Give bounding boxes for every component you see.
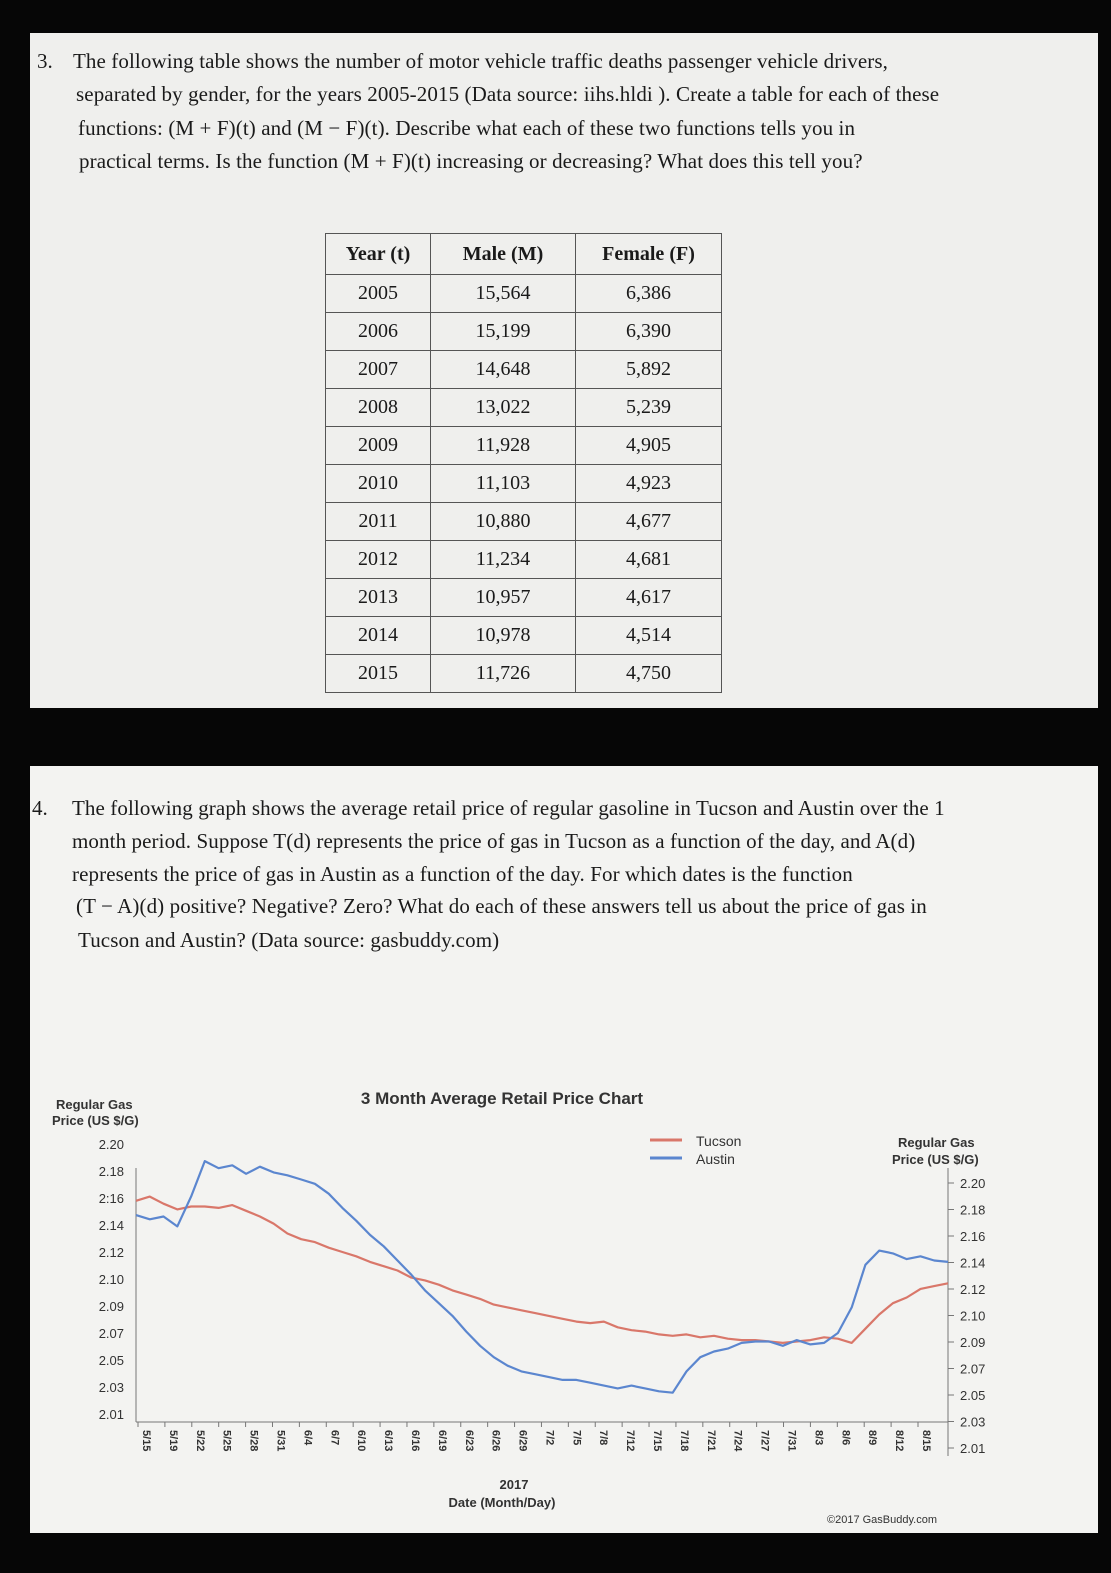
x-tick-label: 8/9 (866, 1430, 879, 1446)
x-tick-label: 7/12 (624, 1430, 637, 1452)
x-axis (138, 1422, 932, 1452)
cell-female: 4,681 (576, 541, 722, 579)
x-tick-label: 6/10 (355, 1430, 368, 1452)
table-row (326, 465, 722, 503)
problem-3-line-4: practical terms. Is the function (M + F)(t) increasing or decreasing? What does this tell you? (79, 149, 863, 173)
y-tick-label-left: 2.20 (98, 1137, 124, 1152)
x-tick-label: 8/15 (920, 1430, 932, 1452)
cell-year: 2015 (326, 655, 431, 693)
header-year: Year (t) (326, 234, 431, 275)
y-tick-label-left: 2.12 (98, 1245, 124, 1260)
cell-female: 6,390 (576, 313, 722, 351)
problem-3-number: 3. (37, 49, 53, 73)
cell-year: 2014 (326, 617, 431, 655)
y-tick-label-right: 2.05 (960, 1388, 986, 1403)
table-row (326, 351, 722, 389)
x-tick-label: 8/6 (839, 1430, 852, 1446)
y-tick-label-left: 2.18 (98, 1164, 124, 1179)
cell-male: 15,199 (431, 313, 576, 351)
table-row (326, 503, 722, 541)
cell-year: 2013 (326, 579, 431, 617)
x-tick-label: 5/28 (247, 1430, 260, 1452)
cell-male: 13,022 (431, 389, 576, 427)
table-header-row (326, 234, 722, 275)
cell-male: 11,103 (431, 465, 576, 503)
series-line-tucson (136, 1197, 948, 1343)
y-tick-label-right: 2.14 (960, 1255, 986, 1271)
y-axis-left (99, 1137, 124, 1422)
x-tick-label: 6/19 (435, 1430, 448, 1452)
y-axis-label-left-line1: Regular Gas (56, 1097, 133, 1112)
y-tick-label-right: 2.07 (960, 1361, 986, 1377)
cell-year: 2006 (326, 313, 431, 351)
y-tick-label-right: 2.12 (960, 1282, 986, 1297)
header-male: Male (M) (431, 234, 576, 275)
x-tick-label: 7/27 (758, 1430, 771, 1452)
y-tick-label-left: 2:16 (98, 1191, 124, 1206)
y-tick-label-left: 2.05 (98, 1353, 124, 1368)
x-tick-label: 6/7 (328, 1430, 341, 1446)
problem-4-line-1: The following graph shows the average retail price of regular gasoline in Tucson and Austin over the 1 (72, 796, 945, 820)
cell-male: 11,726 (431, 655, 576, 693)
series-line-austin (136, 1161, 948, 1393)
problem-3-page (30, 33, 1098, 708)
x-tick-label: 6/29 (516, 1430, 529, 1452)
cell-female: 4,905 (576, 427, 722, 465)
problem-3-line-1: The following table shows the number of motor vehicle traffic deaths passenger vehicle drivers, (73, 49, 889, 73)
x-tick-label: 6/26 (489, 1430, 502, 1452)
x-tick-label: 7/2 (543, 1430, 556, 1446)
cell-male: 15,564 (431, 275, 576, 313)
cell-male: 11,928 (431, 427, 576, 465)
x-tick-label: 5/19 (166, 1430, 179, 1452)
x-axis-year-label: 2017 (499, 1477, 529, 1492)
chart-legend (650, 1133, 741, 1167)
x-tick-label: 7/21 (704, 1430, 717, 1452)
x-tick-label: 7/31 (785, 1430, 798, 1452)
x-tick-label: 6/16 (408, 1430, 421, 1452)
cell-year: 2005 (326, 275, 431, 313)
y-tick-label-left: 2.01 (98, 1407, 124, 1422)
legend-label-tucson: Tucson (696, 1133, 742, 1149)
cell-year: 2007 (326, 351, 431, 389)
cell-female: 4,514 (576, 617, 722, 655)
cell-female: 5,892 (576, 351, 722, 389)
header-female: Female (F) (576, 234, 722, 275)
table-row (326, 579, 722, 617)
x-tick-label: 7/15 (651, 1430, 664, 1452)
cell-year: 2010 (326, 465, 431, 503)
table-row (326, 541, 722, 579)
problem-4-line-2: month period. Suppose T(d) represents the price of gas in Tucson as a function of the day, and A(d) (72, 829, 916, 853)
x-tick-label: 7/18 (677, 1430, 690, 1452)
y-tick-label-left: 2.14 (98, 1218, 124, 1233)
cell-male: 10,957 (431, 579, 576, 617)
problem-4-number: 4. (32, 796, 48, 820)
y-tick-label-right: 2.01 (960, 1441, 986, 1456)
y-tick-label-left: 2.09 (98, 1299, 124, 1314)
problem-4-line-5: Tucson and Austin? (Data source: gasbuddy.com) (78, 928, 500, 952)
x-tick-label: 5/31 (274, 1430, 287, 1452)
y-tick-label-right: 2.16 (960, 1229, 986, 1244)
y-tick-label-right: 2.03 (960, 1414, 986, 1430)
x-tick-label: 7/24 (731, 1430, 744, 1452)
x-tick-label: 8/12 (893, 1430, 906, 1452)
cell-female: 4,617 (576, 579, 722, 617)
cell-male: 10,880 (431, 503, 576, 541)
cell-female: 4,677 (576, 503, 722, 541)
cell-year: 2012 (326, 541, 431, 579)
y-axis-label-right-line2: Price (US $/G) (892, 1152, 979, 1167)
cell-year: 2008 (326, 389, 431, 427)
table-row (326, 427, 722, 465)
cell-female: 4,750 (576, 655, 722, 693)
y-tick-label-right: 2.09 (960, 1335, 986, 1350)
table-row (326, 389, 722, 427)
y-tick-label-right: 2.10 (960, 1308, 986, 1324)
legend-label-austin: Austin (696, 1151, 735, 1167)
cell-year: 2011 (326, 503, 431, 541)
table-row (326, 617, 722, 655)
x-tick-label: 8/3 (812, 1430, 825, 1446)
cell-male: 14,648 (431, 351, 576, 389)
x-tick-label: 7/8 (597, 1430, 610, 1446)
traffic-deaths-table (325, 233, 722, 693)
problem-4-line-3: represents the price of gas in Austin as a function of the day. For which dates is the function (72, 862, 853, 886)
cell-year: 2009 (326, 427, 431, 465)
x-tick-label: 5/25 (220, 1430, 233, 1452)
x-tick-label: 6/4 (301, 1430, 314, 1446)
cell-female: 6,386 (576, 275, 722, 313)
plot-area (136, 1168, 948, 1456)
y-tick-label-left: 2.03 (98, 1380, 124, 1395)
y-tick-label-left: 2.10 (98, 1272, 124, 1287)
gasbuddy-credit: ©2017 GasBuddy.com (826, 1514, 938, 1526)
series-lines (136, 1161, 948, 1393)
table-row (326, 313, 722, 351)
x-tick-label: 5/22 (193, 1430, 206, 1452)
y-tick-label-right: 2.20 (960, 1176, 986, 1191)
cell-male: 11,234 (431, 541, 576, 579)
y-axis-right (948, 1176, 985, 1456)
table-row (326, 275, 722, 313)
problem-4-page (30, 766, 1098, 1533)
problem-3-line-3: functions: (M + F)(t) and (M − F)(t). Describe what each of these two functions tells you in (78, 116, 856, 140)
gas-price-chart (30, 766, 1098, 1533)
y-axis-label-left-line2: Price (US $/G) (52, 1113, 139, 1128)
x-axis-label: Date (Month/Day) (448, 1495, 556, 1510)
cell-female: 4,923 (576, 465, 722, 503)
chart-title: 3 Month Average Retail Price Chart (360, 1089, 644, 1108)
x-tick-label: 6/23 (462, 1430, 475, 1452)
cell-male: 10,978 (431, 617, 576, 655)
y-tick-label-right: 2.18 (960, 1202, 986, 1218)
y-tick-label-left: 2.07 (98, 1326, 124, 1341)
y-axis-label-right-line1: Regular Gas (898, 1135, 975, 1150)
x-tick-label: 7/5 (570, 1430, 583, 1446)
x-tick-label: 6/13 (382, 1430, 395, 1452)
problem-3-line-2: separated by gender, for the years 2005-2015 (Data source: iihs.hldi ). Create a table for each of these (76, 82, 940, 106)
problem-4-line-4: (T − A)(d) positive? Negative? Zero? What do each of these answers tell us about the price of gas in (76, 894, 927, 918)
x-tick-label: 5/15 (140, 1430, 152, 1452)
cell-female: 5,239 (576, 389, 722, 427)
table-row (326, 655, 722, 693)
